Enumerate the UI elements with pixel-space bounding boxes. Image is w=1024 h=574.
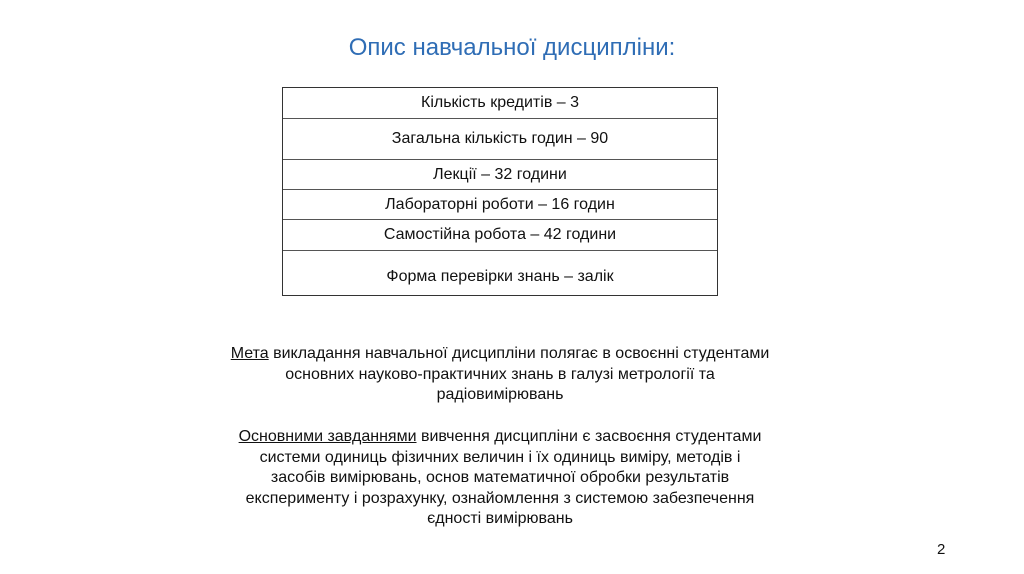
table-row-labs: Лабораторні роботи – 16 годин	[283, 190, 717, 220]
goal-lead: Мета	[230, 345, 269, 362]
table-row-self-study: Самостійна робота – 42 години	[283, 220, 717, 251]
page-number: 2	[937, 541, 946, 558]
tasks-line-2: системи одиниць фізичних величин і їх одиниць виміру, методів і	[259, 448, 741, 466]
course-info-table	[282, 87, 718, 296]
goal-line-2: основних науково-практичних знань в галузі метрології та	[285, 365, 715, 383]
tasks-lead: Основними завданнями	[238, 428, 417, 445]
slide-title: Опис навчальної дисципліни:	[348, 34, 676, 61]
table-row-assessment-form: Форма перевірки знань – залік	[386, 268, 614, 285]
tasks-line-1: Основними завданнями вивчення дисципліни є засвоєння студентами	[238, 428, 762, 445]
table-row-lectures: Лекції – 32 години	[283, 160, 717, 190]
tasks-line-5: єдності вимірювань	[427, 510, 573, 527]
table-row-total-hours: Загальна кількість годин – 90	[283, 119, 717, 160]
tasks-line-4: експерименту і розрахунку, ознайомлення з системою забезпечення	[245, 489, 755, 507]
table-row-credits: Кількість кредитів – 3	[283, 88, 717, 119]
goal-paragraph	[140, 344, 860, 406]
tasks-line-3: засобів вимірювань, основ математичної обробки результатів	[270, 469, 730, 486]
tasks-paragraph	[140, 427, 860, 530]
goal-line-3: радіовимірювань	[436, 386, 564, 403]
goal-line-1: Мета викладання навчальної дисципліни полягає в освоєнні студентами	[230, 345, 770, 362]
